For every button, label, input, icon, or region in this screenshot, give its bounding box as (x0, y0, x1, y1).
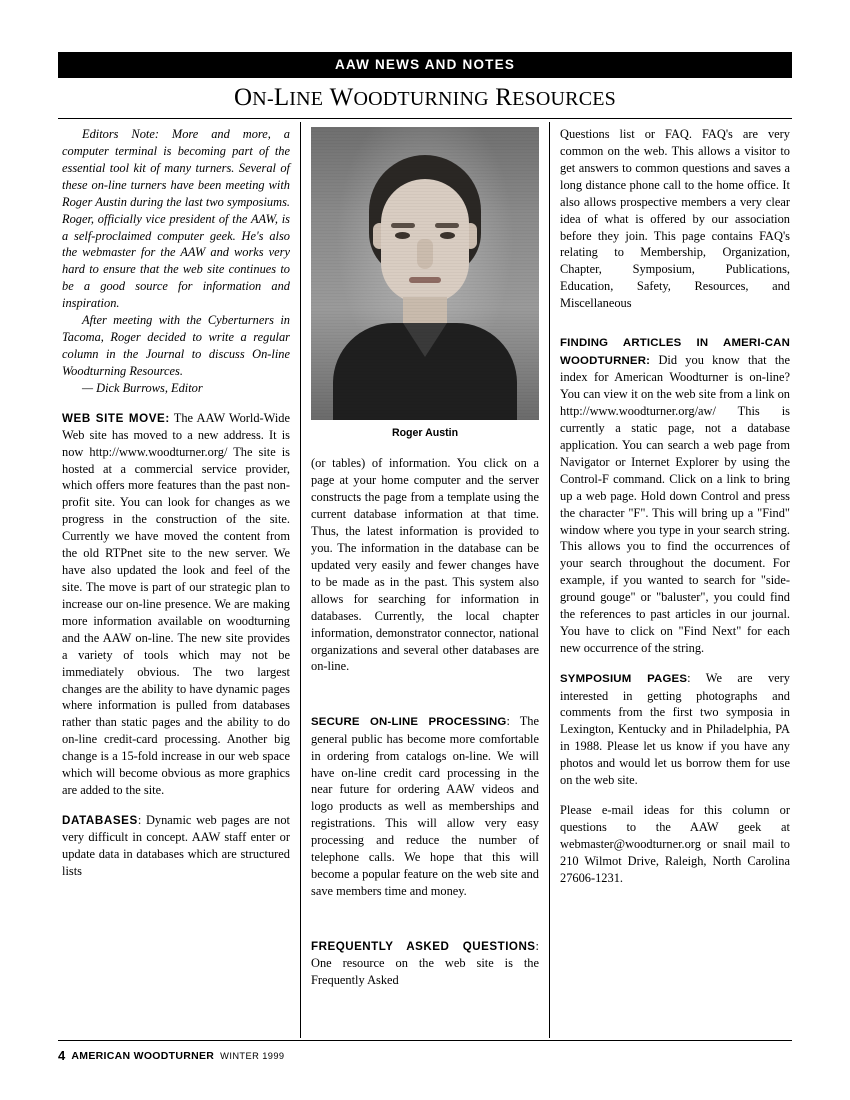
section-symposium-pages-heading: SYMPOSIUM PAGES (560, 672, 688, 685)
section-symposium-pages (560, 670, 790, 789)
paragraph-spacer (560, 789, 790, 802)
paragraph-spacer (560, 312, 790, 325)
section-databases (62, 812, 290, 880)
page-title-dash: - (266, 88, 274, 110)
section-contact-paragraph: Please e-mail ideas for this column or questions to the AAW geek at webmaster@woodturner.org or snail mail to 210 Wilmot Drive, Raleigh, North Carolina 27606-1231. (560, 803, 790, 885)
page-title-r: R (495, 84, 513, 111)
section-finding-articles-body: Did you know that the index for American Woodturner is on-line? You can view it on the web site from a link on http://www.woodturner.org/aw/ This is currently a static page, not a database application. You can search a web page from Navigator or Internet Explorer by using the Control-F command. Click on a link to bring up a web page. Hold down Control and press the character "F". This will bring up a "Find" window where you type in your search string. This allows you to find the occurrences of your search throughout the document. For example, if you wanted to search for "side-ground gouge" or "baluster", you could find the references to past articles in our journal. You have to click on "Find Next" for each new occurrence of the string. (560, 352, 790, 656)
figure-roger-austin (311, 127, 539, 439)
column3-continued-paragraph: Questions list or FAQ. FAQ's are very common on the web. This allows a visitor to get answers to common questions and saves a long distance phone call to the home office. It also allows prospective members a very clear idea of what is offered by our association before they join. This page contains FAQ's relating to Membership, Organization, Chapter, Symposium, Publications, Education, Safety, Resources, and Miscellaneous (560, 127, 790, 311)
paragraph-spacer (560, 657, 790, 670)
section-faq (311, 938, 539, 989)
section-secure-online-processing (311, 713, 539, 900)
paragraph-spacer (311, 912, 539, 925)
text-column-2 (311, 443, 539, 1001)
page-title-oodturning: OODTURNING (353, 88, 489, 110)
page-footer (58, 1048, 285, 1063)
section-faq-heading: FREQUENTLY ASKED QUESTIONS (311, 939, 536, 953)
section-banner-label: AAW NEWS AND NOTES (334, 57, 516, 72)
editors-note-paragraph-1: Editors Note: More and more, a computer terminal is becoming part of the essential tool kit of many turners. Several of these on-line turners have been meeting with Roger Austin during the last two symposiums. Roger, officially vice president of the AAW, is a self-proclaimed computer geek. He's also the webmaster for the AAW and works very hard to ensure that the web site continues to be a good source for information and inspiration. (62, 127, 290, 311)
section-web-site-move (62, 410, 290, 799)
page-title-o: O (234, 84, 253, 111)
section-databases-body: : Dynamic web pages are not very difficult in concept. AAW staff enter or update data in databases which are structured lists (62, 812, 290, 878)
column-divider-1 (300, 122, 301, 1038)
editors-note-paragraph-2: After meeting with the Cyberturners in Tacoma, Roger decided to write a regular column in the Journal to discuss On-line Woodturning Resources. (62, 313, 290, 378)
footer-magazine-name: AMERICAN WOODTURNER (71, 1050, 215, 1062)
page-title-n: N (252, 88, 267, 110)
editors-note-signature: — Dick Burrows, Editor (82, 380, 203, 395)
paragraph-spacer (560, 325, 790, 334)
page-title-esources: ESOURCES (512, 88, 616, 110)
paragraph-spacer (311, 688, 539, 701)
footer-issue-date: WINTER 1999 (220, 1051, 285, 1061)
page-title (58, 84, 792, 112)
paragraph-spacer (62, 397, 290, 410)
column2-continued-paragraph: (or tables) of information. You click on a page at your home computer and the server constructs the page from a template using the current database information at that time. Thus, the latest information is provided to you. The information in the database can be updated very easily and fewer changes have to be made as in the past. This system also allows for searching for information in databases. Currently, the local chapter information, demonstrator connector, national organizations and several other databases are on-line. (311, 456, 539, 674)
figure-caption: Roger Austin (391, 427, 459, 439)
page-title-ine: INE (289, 88, 324, 110)
section-databases-heading: DATABASES (62, 813, 138, 827)
section-symposium-pages-body: : We are very interested in getting photographs and comments from the first two symposia in Lexington, Kentucky and in Philadelphia, PA in 1988. Please let us know if you have any photos and would let us borrow them for use on the web site. (560, 670, 790, 788)
page-title-l: L (273, 84, 290, 111)
horizontal-rule-top (58, 118, 792, 119)
horizontal-rule-bottom (58, 1040, 792, 1041)
section-finding-articles (560, 334, 790, 657)
text-column-1 (62, 126, 290, 880)
section-secure-online-processing-heading: SECURE ON-LINE PROCESSING (311, 716, 507, 729)
editors-note (62, 126, 290, 397)
section-finding-articles-heading: FINDING ARTICLES IN AMERI-CAN WOODTURNER: (560, 337, 790, 367)
text-column-3 (560, 126, 790, 887)
section-web-site-move-heading: WEB SITE MOVE: (62, 411, 170, 425)
column-divider-2 (549, 122, 550, 1038)
footer-page-number: 4 (58, 1048, 66, 1063)
section-web-site-move-body: The AAW World-Wide Web site has moved to a new address. It is now http://www.woodturner.org/ The site is hosted at a commercial service provider, which offers more features than the past non-profit site. You can look for changes as we progress in the construction of the site. Currently we have moved the content from the old RTPnet site to the new server. We have also updated the look and feel of the site. The move is part of our strategic plan to increase our on-line presence. We are making more information available on woodturning and the AAW on-line. The new site provides a variety of tools which may not be immediately obvious. The two largest changes are the ability to have dynamic pages where information is pulled from databases rather than static pages and the ability to do on-line credit-card processing. Another big change is a 15-fold increase in our web space which will become obvious as more graphics are added to the site. (62, 410, 290, 798)
section-secure-online-processing-body: : The general public has become more comfortable in ordering from catalogs on-line. We will have on-line credit card processing in the near future for ordering AAW videos and logo products as well as memberships and registrations. This will allow very easy processing and reduce the number of telephone calls. We hope that this will become a popular feature on the web site and save members time and money. (311, 714, 539, 899)
photo-grain-overlay (311, 127, 539, 420)
page-title-w: W (329, 84, 354, 111)
section-faq-body: : One resource on the web site is the Frequently Asked (311, 938, 539, 987)
portrait-photo (311, 127, 539, 420)
paragraph-spacer (62, 799, 290, 812)
